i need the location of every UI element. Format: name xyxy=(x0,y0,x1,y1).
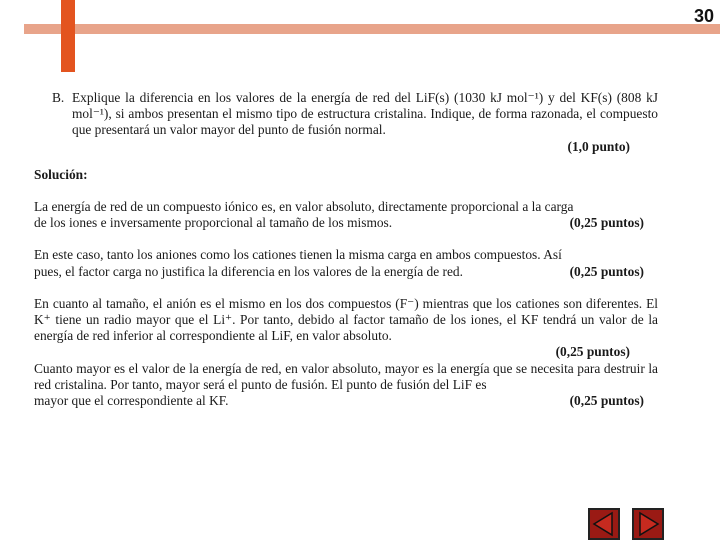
question-points: (1,0 punto) xyxy=(567,138,630,154)
solution-p1-line-b: de los iones e inversamente proporcional al tamaño de los mismos. xyxy=(34,215,393,231)
triangle-left-icon xyxy=(590,510,618,538)
solution-p1-line-a: La energía de red de un compuesto iónico es, en valor absoluto, directamente proporcional a la carga xyxy=(34,199,574,215)
solution-p4-line-b: mayor que el correspondiente al KF. xyxy=(34,393,229,409)
page-number: 30 xyxy=(693,6,714,26)
solution-p2-line-b: pues, el factor carga no justifica la diferencia en los valores de la energía de red. xyxy=(34,263,463,279)
solution-paragraph-3: En cuanto al tamaño, el anión es el mismo en los dos compuestos (F⁻) mientras que los cationes son diferentes. El K⁺ tiene un radio mayor que el Li⁺. Por tanto, debido al factor tamaño de los iones, el KF tendrá un valor de la energía de red inferior al correspondiente al LiF, en valor absoluto. xyxy=(34,295,658,344)
previous-slide-button[interactable] xyxy=(588,508,620,540)
solution-p4-line-a: Cuanto mayor es el valor de la energía de red, en valor absoluto, mayor es la energía que se necesita para destruir la red cristalina. Por tanto, mayor será el punto de fusión. El punto de fusión del LiF es xyxy=(34,360,658,392)
solution-p4-last-line xyxy=(34,393,658,409)
solution-paragraph-1 xyxy=(34,199,658,215)
slide-content xyxy=(34,90,658,409)
solution-p2-points: (0,25 puntos) xyxy=(569,263,644,279)
solution-p1-points: (0,25 puntos) xyxy=(569,215,644,231)
question-text: Explique la diferencia en los valores de la energía de red del LiF(s) (1030 kJ mol⁻¹) y del KF(s) (808 kJ mol⁻¹), si ambos presentan el mismo tipo de estructura cristalina. Indique, de forma razonada, el compuesto que presentará un valor mayor del punto de fusión normal. xyxy=(72,90,658,138)
solution-p1-last-line xyxy=(34,215,658,231)
solution-p2-line-a: En este caso, tanto los aniones como los cationes tienen la misma carga en ambos compuestos. Así xyxy=(34,247,562,263)
question-label: B. xyxy=(52,90,65,105)
solution-p3-points: (0,25 puntos) xyxy=(555,344,630,360)
solution-p4-points: (0,25 puntos) xyxy=(569,393,644,409)
solution-paragraph-2 xyxy=(34,247,658,263)
question-block xyxy=(34,90,658,139)
header-accent-tab xyxy=(61,0,75,72)
solution-paragraph-4 xyxy=(34,361,658,393)
next-slide-button[interactable] xyxy=(632,508,664,540)
solution-heading: Solución: xyxy=(34,166,88,182)
solution-p2-last-line xyxy=(34,264,658,280)
header-accent-bar xyxy=(24,24,720,34)
triangle-right-icon xyxy=(634,510,662,538)
